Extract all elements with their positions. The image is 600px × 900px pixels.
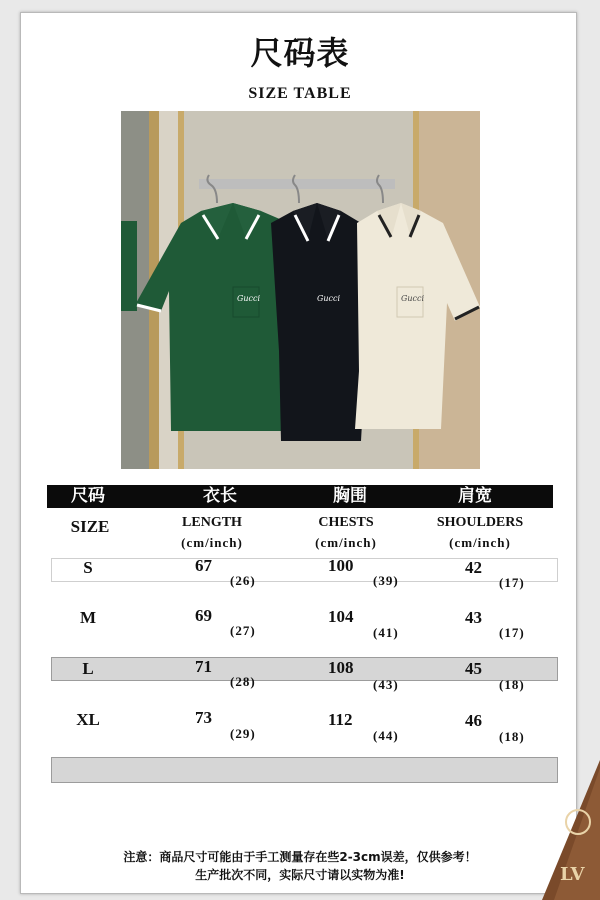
table-row-s-size: S <box>83 558 93 577</box>
row-s-length-inch: (26) <box>230 573 256 588</box>
header-shoulder-cn: 肩宽 <box>458 486 492 506</box>
row-m-chest: 104 <box>328 607 354 626</box>
row-band-empty <box>51 757 558 783</box>
row-s-chest: 100 <box>328 556 354 575</box>
row-s-length: 67 <box>195 556 212 575</box>
green-logo: Gucci <box>237 294 261 303</box>
row-xl-length: 73 <box>195 708 212 727</box>
row-l-length: 71 <box>195 657 212 676</box>
note-line-1: 注意：商品尺寸可能由于手工测量存在些2-3cm误差，仅供参考！ <box>123 850 477 864</box>
row-xl-shoulder: 46 <box>465 711 482 730</box>
product-photo <box>121 111 480 469</box>
row-xl-length-inch: (29) <box>230 726 256 741</box>
row-l-shoulder: 45 <box>465 659 482 678</box>
header-shoulder-en: SHOULDERS <box>436 515 524 530</box>
table-row-xl-size: XL <box>76 710 100 729</box>
row-xl-chest: 112 <box>328 710 353 729</box>
row-s-shoulder: 42 <box>465 558 482 577</box>
lv-corner-logo <box>520 760 600 900</box>
unit-shoulder: (cm/inch) <box>449 535 511 550</box>
row-m-shoulder: 43 <box>465 608 482 627</box>
unit-length: (cm/inch) <box>181 535 243 550</box>
table-row-m-size: M <box>79 608 97 627</box>
header-chest-en: CHESTS <box>318 515 374 530</box>
polo-shirts-image <box>121 111 480 469</box>
header-size-cn: 尺码 <box>71 486 105 506</box>
header-length-cn: 衣长 <box>203 486 237 506</box>
header-size-en: SIZE <box>70 517 110 536</box>
row-m-shoulder-inch: (17) <box>499 625 525 640</box>
lv-monogram: LV <box>560 864 585 885</box>
black-logo: Gucci <box>317 294 341 303</box>
row-m-chest-inch: (41) <box>373 625 399 640</box>
row-l-chest: 108 <box>328 658 354 677</box>
page-subtitle: SIZE TABLE <box>248 85 352 102</box>
row-s-chest-inch: (39) <box>373 573 399 588</box>
row-xl-shoulder-inch: (18) <box>499 729 525 744</box>
row-l-length-inch: (28) <box>230 674 256 689</box>
row-l-shoulder-inch: (18) <box>499 677 525 692</box>
row-m-length: 69 <box>195 606 212 625</box>
row-l-chest-inch: (43) <box>373 677 399 692</box>
row-m-length-inch: (27) <box>230 623 256 638</box>
cream-logo: Gucci <box>401 294 425 303</box>
note-line-2: 生产批次不同，实际尺寸请以实物为准! <box>195 868 405 882</box>
partial-green-shirt <box>121 221 137 311</box>
page-title: 尺码表 <box>250 34 350 72</box>
table-row-l-size: L <box>82 659 94 678</box>
header-length-en: LENGTH <box>182 515 242 530</box>
row-s-shoulder-inch: (17) <box>499 575 525 590</box>
header-chest-cn: 胸围 <box>333 486 367 506</box>
row-xl-chest-inch: (44) <box>373 728 399 743</box>
unit-chest: (cm/inch) <box>315 535 377 550</box>
